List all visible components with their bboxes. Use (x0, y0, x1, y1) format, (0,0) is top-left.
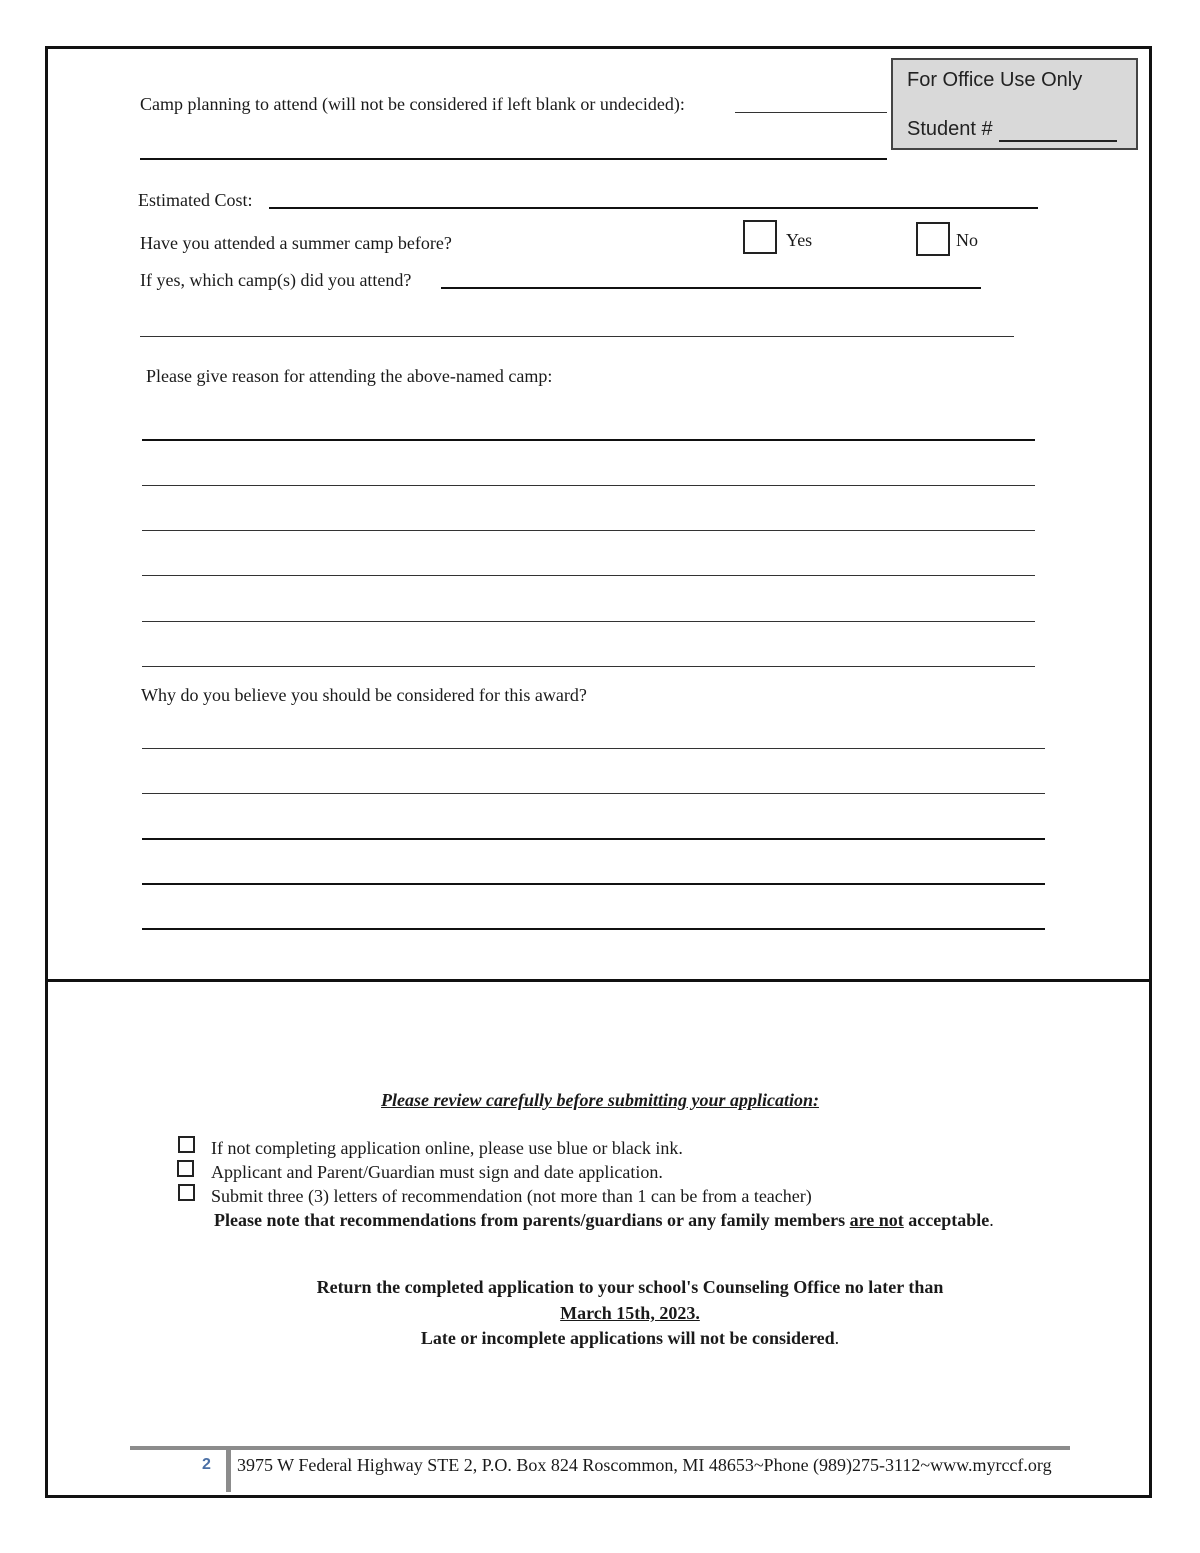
reason-label: Please give reason for attending the above-named camp: (146, 366, 553, 386)
cost-label: Estimated Cost: (138, 190, 253, 210)
office-student-label: Student # (907, 118, 993, 140)
deadline-line (45, 1303, 1200, 1324)
late-line (45, 1328, 1200, 1349)
yes-label: Yes (786, 230, 813, 250)
review-checkbox[interactable] (178, 1136, 195, 1153)
which-camp-label: If yes, which camp(s) did you attend? (140, 270, 412, 290)
why-label: Why do you believe you should be considered for this award? (141, 685, 587, 705)
why-line[interactable] (142, 928, 1045, 930)
review-item: Applicant and Parent/Guardian must sign and date application. (211, 1162, 663, 1182)
camp-field-line-1[interactable] (735, 112, 887, 113)
cost-field[interactable] (269, 207, 1038, 209)
late-text: Late or incomplete applications will not be considered (420, 1328, 835, 1348)
footer-rule (130, 1446, 1070, 1450)
review-heading: Please review carefully before submitting your application: (381, 1090, 819, 1110)
review-item: Submit three (3) letters of recommendation (not more than 1 can be from a teacher) (211, 1186, 812, 1206)
recommendation-note (214, 1210, 994, 1231)
why-line[interactable] (142, 838, 1045, 840)
office-student-field (999, 140, 1117, 142)
no-checkbox[interactable] (916, 222, 950, 256)
footer-separator (226, 1450, 231, 1492)
why-line[interactable] (142, 748, 1045, 749)
note-period: . (989, 1210, 994, 1230)
office-use-box (891, 58, 1138, 150)
note-prefix: Please note that recommendations from parents/guardians or any family members (214, 1210, 846, 1230)
why-line[interactable] (142, 793, 1045, 794)
office-use-title: For Office Use Only (907, 69, 1083, 91)
late-period: . (834, 1328, 840, 1348)
note-emphasis: are not (849, 1210, 904, 1230)
camp-label: Camp planning to attend (will not be considered if left blank or undecided): (140, 94, 685, 114)
which-camp-field-2[interactable] (140, 336, 1014, 337)
reason-line[interactable] (142, 621, 1035, 622)
deadline: March 15th, 2023. (560, 1303, 700, 1323)
review-item: If not completing application online, please use blue or black ink. (211, 1138, 683, 1158)
footer-address: 3975 W Federal Highway STE 2, P.O. Box 824 Roscommon, MI 48653~Phone (989)275-3112~www.myrccf.org (237, 1455, 1052, 1475)
note-suffix: acceptable (908, 1210, 990, 1230)
reason-line[interactable] (142, 575, 1035, 576)
camp-field-line-2[interactable] (140, 158, 887, 160)
review-checkbox[interactable] (177, 1160, 194, 1177)
page-frame-bottom (45, 1495, 1152, 1498)
yes-checkbox[interactable] (743, 220, 777, 254)
reason-line[interactable] (142, 439, 1035, 441)
reason-line[interactable] (142, 666, 1035, 667)
which-camp-field-1[interactable] (441, 287, 981, 289)
page-number: 2 (202, 1456, 211, 1473)
return-line: Return the completed application to your school's Counseling Office no later than (316, 1277, 944, 1297)
section-divider (45, 979, 1152, 982)
reason-line[interactable] (142, 485, 1035, 486)
attended-question: Have you attended a summer camp before? (140, 233, 452, 253)
no-label: No (956, 230, 978, 250)
review-checkbox[interactable] (178, 1184, 195, 1201)
why-line[interactable] (142, 883, 1045, 885)
page-frame-top (45, 46, 1152, 49)
reason-line[interactable] (142, 530, 1035, 531)
